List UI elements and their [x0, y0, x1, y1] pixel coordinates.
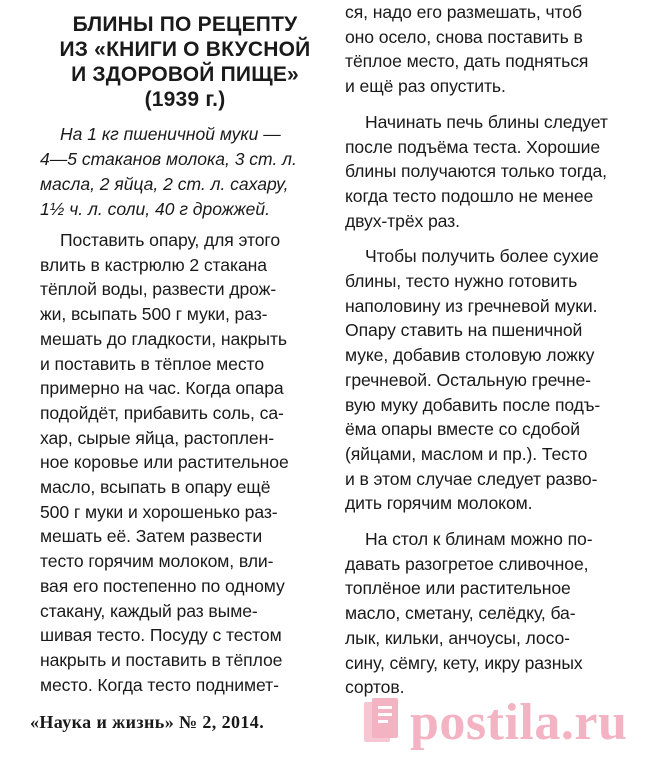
text-line: дить горячим молоком. — [345, 493, 533, 514]
text-line: лык, кильки, анчоусы, лосо- — [345, 627, 570, 648]
text-line: наполовину из гречневой муки. — [345, 295, 598, 316]
article-title — [40, 12, 330, 112]
text-line: блины, тесто нужно готовить — [345, 271, 578, 292]
left-column — [40, 12, 330, 697]
text-line: тёплой воды, развести дрож- — [40, 279, 277, 300]
text-line: примерно на час. Когда опара — [40, 378, 284, 399]
text-line: и поставить в тёплое место — [40, 353, 265, 374]
text-line: вая его постепенно по одному — [40, 575, 285, 596]
text-line: тёплое место, дать подняться — [345, 51, 589, 72]
text-line: топлёное или растительное — [345, 578, 571, 599]
text-line: двух-трёх раз. — [345, 210, 460, 231]
ingredients-intro — [40, 122, 330, 222]
text-line: хар, сырые яйца, растоплен- — [40, 427, 274, 448]
text-line: (яйцами, маслом и пр.). Тесто — [345, 443, 588, 464]
text-line: мешать до гладкости, накрыть — [40, 328, 287, 349]
text-line: место. Когда тесто поднимет- — [40, 674, 279, 695]
text-line: ся, надо его размешать, чтоб — [345, 2, 582, 22]
text-line: подойдёт, прибавить соль, са- — [40, 402, 284, 423]
left-paragraph — [40, 228, 330, 697]
text-line: тесто горячим молоком, вли- — [40, 551, 274, 572]
text-line: сину, сёмгу, кету, икру разных — [345, 652, 583, 673]
right-paragraph-buckwheat — [345, 244, 638, 516]
text-line: шивая тесто. Посуду с тестом — [40, 625, 282, 646]
postila-watermark — [360, 688, 660, 758]
text-line: ное коровье или растительное — [40, 452, 289, 473]
text-line: Поставить опару, для этого — [60, 230, 281, 250]
text-line: 500 г муки и хорошенько раз- — [40, 501, 278, 522]
text-line: муке, добавив столовую ложку — [345, 345, 595, 366]
text-line: масло, всыпать в опару ещё — [40, 477, 271, 498]
text-line: когда тесто подошло не менее — [345, 185, 594, 206]
text-line: жи, всыпать 500 г муки, раз- — [40, 304, 268, 325]
text-line: мешать её. Затем развести — [40, 526, 263, 547]
text-line: влить в кастрюлю 2 стакана — [40, 254, 267, 275]
right-paragraph-baking — [345, 110, 638, 234]
text-line: блины получаются только тогда, — [345, 161, 607, 182]
text-line: Начинать печь блины следует — [365, 111, 608, 132]
text-line: гречневой. Остальную гречне- — [345, 369, 591, 390]
watermark-text: postila.ru — [410, 694, 628, 751]
right-paragraph-continuation — [345, 0, 638, 99]
text-line: и в этом случае следует разво- — [345, 468, 598, 489]
text-line: Чтобы получить более сухие — [365, 246, 599, 267]
title-line: И ЗДОРОВОЙ ПИЩЕ» — [71, 63, 299, 86]
title-line: БЛИНЫ ПО РЕЦЕПТУ — [72, 13, 298, 36]
text-line: вую муку добавить после подъ- — [345, 394, 601, 415]
text-line: ёма опары вместе со сдобой — [345, 419, 580, 440]
text-line: сортов. — [345, 677, 405, 698]
title-line: ИЗ «КНИГИ О ВКУСНОЙ — [59, 38, 311, 61]
text-line: Опару ставить на пшеничной — [345, 320, 583, 341]
intro-line: масла, 2 яйца, 2 ст. л. сахару, — [40, 174, 289, 194]
text-line: масло, сметану, селёдку, ба- — [345, 603, 576, 624]
intro-line: 4—5 стаканов молока, 3 ст. л. — [40, 149, 297, 169]
text-line: На стол к блинам можно по- — [365, 529, 593, 550]
text-line: после подъёма теста. Хорошие — [345, 136, 601, 157]
text-line: оно осело, снова поставить в — [345, 26, 583, 47]
text-line: и ещё раз опустить. — [345, 76, 506, 97]
right-column — [345, 0, 638, 700]
text-line: накрыть и поставить в тёплое — [40, 649, 283, 670]
postila-logo-icon — [360, 696, 402, 750]
source-citation: «Наука и жизнь» № 2, 2014. — [30, 712, 265, 732]
text-line: давать разогретое сливочное, — [345, 553, 589, 574]
title-year: (1939 г.) — [144, 88, 226, 111]
text-line: стакану, каждый раз выме- — [40, 600, 258, 621]
right-paragraph-serving — [345, 527, 638, 700]
intro-line: На 1 кг пшеничной муки — — [60, 124, 281, 144]
intro-line: 1½ ч. л. соли, 40 г дрожжей. — [40, 199, 270, 219]
